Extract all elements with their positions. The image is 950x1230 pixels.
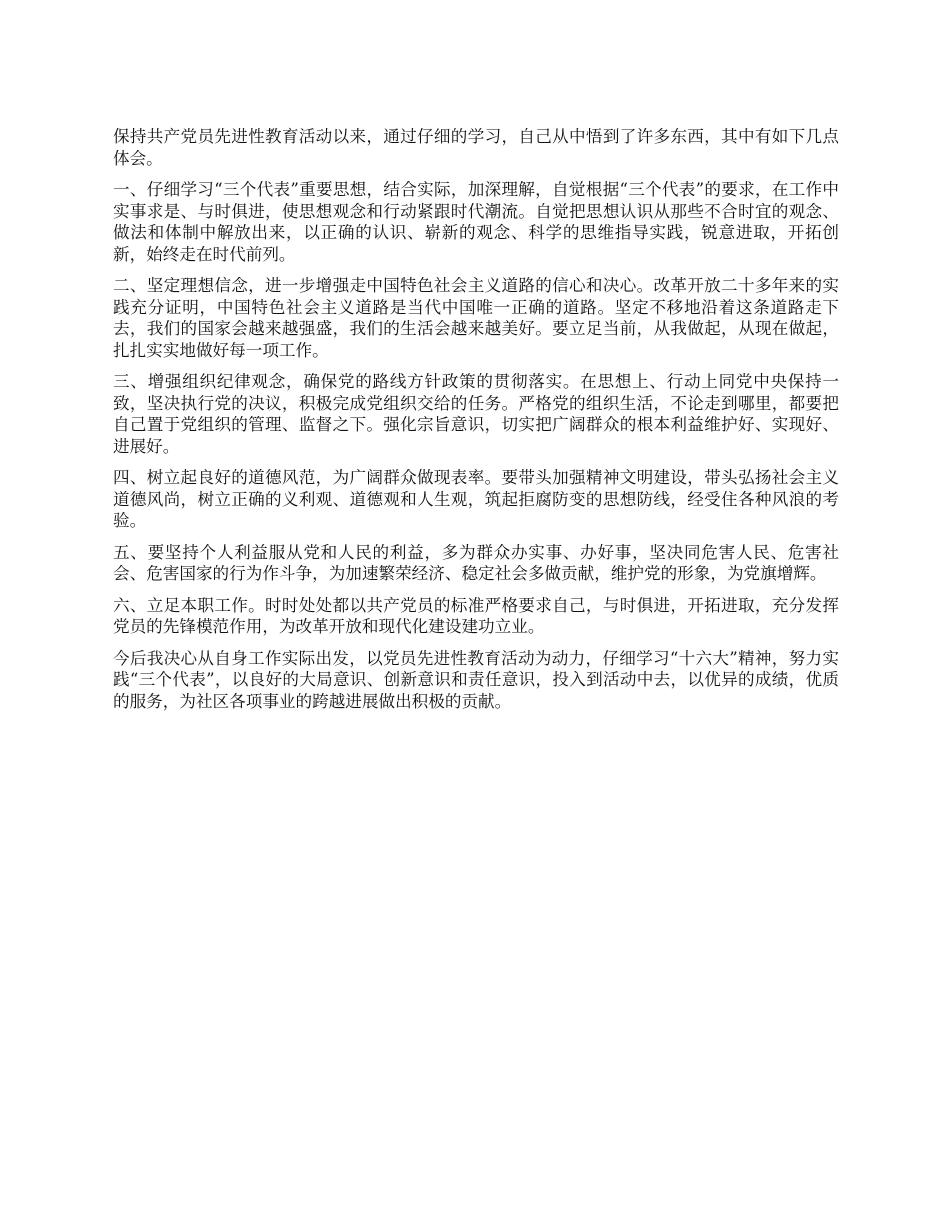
paragraph-conclusion: 今后我决心从自身工作实际出发，以党员先进性教育活动为动力，仔细学习“十六大”精神，努力实践“三个代表”，以良好的大局意识、创新意识和责任意识，投入到活动中去，以优异的成绩，优质的服务，为社区各项事业的跨越进展做出积极的贡献。 xyxy=(113,648,839,711)
paragraph-point-2: 二、坚定理想信念，进一步增强走中国特色社会主义道路的信心和决心。改革开放二十多年来的实践充分证明，中国特色社会主义道路是当代中国唯一正确的道路。坚定不移地沿着这条道路走下去，我们的国家会越来越强盛，我们的生活会越来越美好。要立足当前，从我做起，从现在做起，扎扎实实地做好每一项工作。 xyxy=(113,276,839,360)
paragraph-point-4: 四、树立起良好的道德风范，为广阔群众做现表率。要带头加强精神文明建设，带头弘扬社会主义道德风尚，树立正确的义利观、道德观和人生观，筑起拒腐防变的思想防线，经受住各种风浪的考验。 xyxy=(113,468,839,530)
paragraph-intro: 保持共产党员先进性教育活动以来，通过仔细的学习，自己从中悟到了许多东西，其中有如下几点体会。 xyxy=(113,127,839,168)
paragraph-point-3: 三、增强组织纪律观念，确保党的路线方针政策的贯彻落实。在思想上、行动上同党中央保持一致，坚决执行党的决议，积极完成党组织交给的任务。严格党的组织生活，不论走到哪里，都要把自己置于党组织的管理、监督之下。强化宗旨意识，切实把广阔群众的根本利益维护好、实现好、进展好。 xyxy=(113,372,839,456)
paragraph-point-6: 六、立足本职工作。时时处处都以共产党员的标准严格要求自己，与时俱进，开拓进取，充分发挥党员的先锋模范作用，为改革开放和现代化建设建功立业。 xyxy=(113,595,839,636)
paragraph-point-1: 一、仔细学习“三个代表”重要思想，结合实际，加深理解，自觉根据“三个代表”的要求，在工作中实事求是、与时俱进，使思想观念和行动紧跟时代潮流。自觉把思想认识从那些不合时宜的观念、做法和体制中解放出来，以正确的认识、崭新的观念、科学的思维指导实践，锐意进取，开拓创新，始终走在时代前列。 xyxy=(113,180,839,264)
document-body xyxy=(113,126,839,722)
paragraph-point-5: 五、要坚持个人利益服从党和人民的利益，多为群众办实事、办好事，坚决同危害人民、危害社会、危害国家的行为作斗争，为加速繁荣经济、稳定社会多做贡献，维护党的形象，为党旗增辉。 xyxy=(113,542,839,583)
